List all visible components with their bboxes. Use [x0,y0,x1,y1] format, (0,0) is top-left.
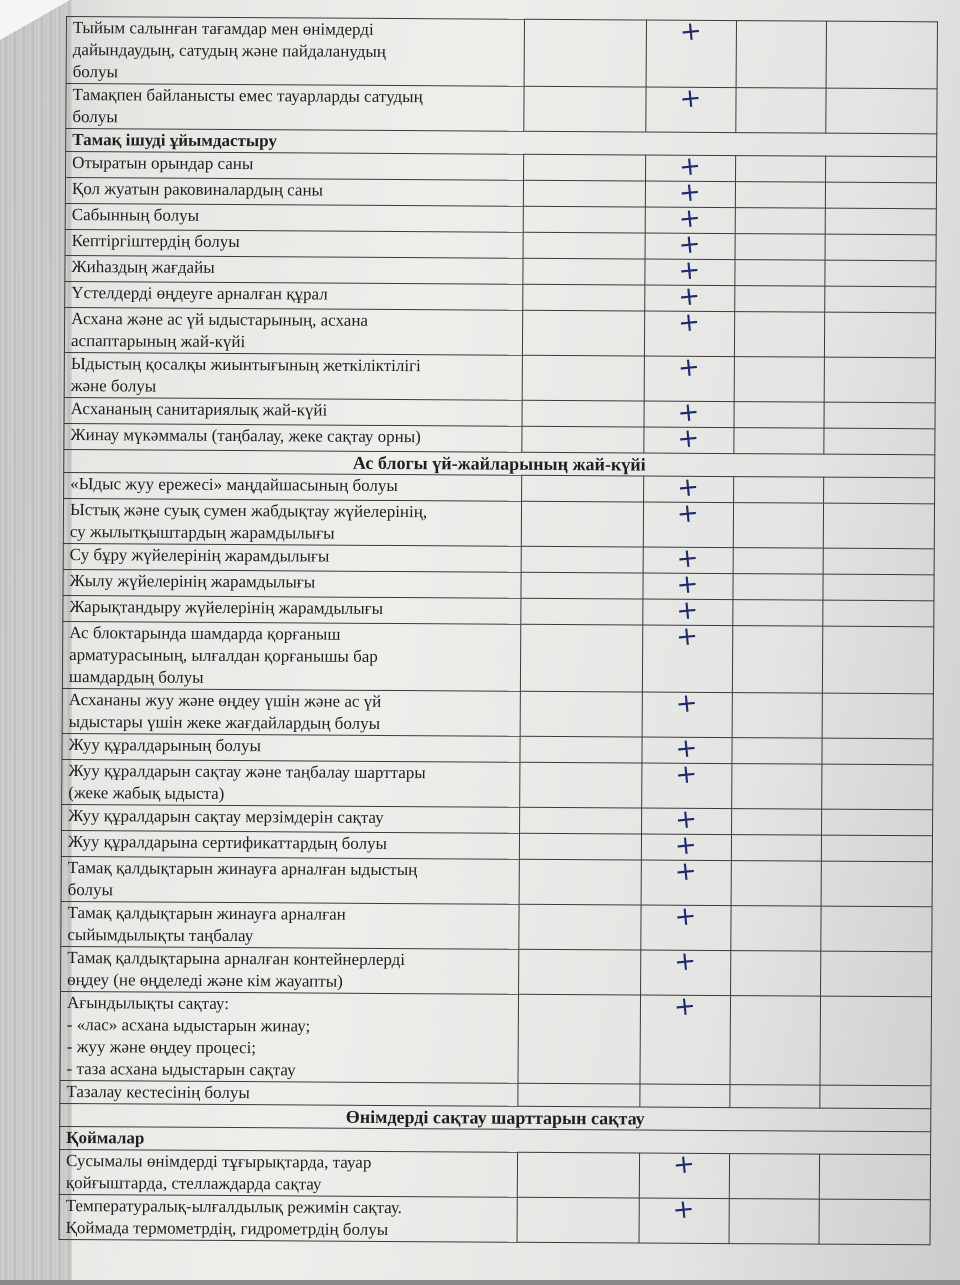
empty-cell [731,861,821,907]
handwritten-plus-mark: + [671,1148,697,1181]
empty-cell [825,208,937,235]
empty-cell [734,286,824,313]
criterion-text: арматурасының, ылғалдан қорғанышы бар [69,645,378,666]
empty-cell [735,234,825,261]
empty-cell [732,738,822,765]
handwritten-plus-mark: + [678,150,703,183]
empty-cell [825,234,937,261]
criterion-text: су жылытқыштардың жарамдылығы [69,522,335,543]
mark-cell [646,82,736,133]
criterion-text: «Ыдыс жуу ережесі» маңдайшасының болуы [70,474,398,496]
empty-cell [820,951,932,997]
empty-cell [519,833,641,860]
handwritten-plus-mark: + [674,758,700,791]
empty-cell [523,206,645,233]
empty-cell [731,764,821,810]
handwritten-plus-mark: + [674,687,700,720]
section-heading: Ас блогы үй-жайларының жай-күйі [64,449,935,477]
table-row [60,991,932,1085]
table-row [66,84,937,134]
handwritten-plus-mark: + [676,471,701,504]
handwritten-plus-mark: + [676,351,702,384]
mark-cell [646,15,736,88]
criterion-text: сыйымдылықты таңбалау [67,925,254,946]
empty-cell [517,1197,640,1243]
handwritten-plus-mark: + [673,829,699,862]
criterion-text: Тамақпен байланысты емес тауарларды сатудың [72,85,423,107]
empty-cell [521,475,643,502]
empty-cell [823,428,935,455]
table-row [64,307,935,357]
criterion-cell [62,621,520,691]
handwritten-plus-mark: + [677,306,702,339]
empty-cell [822,626,934,694]
empty-cell [731,835,821,862]
handwritten-plus-mark: + [675,497,701,530]
table-row [62,688,933,738]
criterion-cell [65,203,523,232]
empty-cell [730,1085,820,1109]
criterion-cell [65,281,523,310]
criterion-cell [66,84,524,132]
criterion-cell [66,152,524,181]
empty-cell [821,764,933,810]
mark-cell [639,1193,729,1244]
empty-cell [522,284,644,311]
empty-cell [520,598,642,625]
mark-cell [642,687,732,738]
criterion-text: Тазалау кестесінің болуы [66,1082,250,1103]
empty-cell [518,949,641,995]
criterion-text: Жиһаздың жағдайы [71,257,215,277]
mark-cell [641,900,731,951]
table-row [64,352,935,402]
empty-cell [826,21,938,89]
criterion-text: болуы [72,107,118,127]
criterion-text: ыдыстары үшін жеке жағдайлардың болуы [68,712,381,733]
handwritten-plus-mark: + [673,945,698,978]
empty-cell [824,402,936,429]
criterion-cell [60,991,518,1083]
criterion-cell [64,352,522,400]
criterion-text: Тамақ қалдықтарын жинауға арналған [67,903,346,924]
criterion-cell [62,804,520,833]
criterion-cell [65,255,523,284]
empty-cell [520,624,643,692]
criterion-cell [63,569,521,598]
empty-cell [731,809,821,836]
empty-cell [823,477,935,504]
empty-cell [819,1199,931,1245]
empty-cell [521,501,644,547]
criterion-cell [66,17,524,87]
empty-cell [824,312,936,358]
handwritten-plus-mark: + [675,594,701,627]
empty-cell [821,835,933,862]
criterion-cell [63,595,521,624]
empty-cell [736,21,826,89]
empty-cell [522,400,644,427]
mark-cell [642,620,732,693]
table-row [61,856,932,906]
mark-cell [640,1084,730,1108]
empty-cell [825,182,937,209]
checklist-table [59,16,938,1245]
empty-cell [823,503,935,549]
empty-cell [521,546,643,573]
handwritten-plus-mark: + [674,803,699,836]
criterion-text: аспаптарының жай-күйі [70,331,246,352]
handwritten-plus-mark: + [676,396,702,429]
empty-cell [519,859,642,905]
empty-cell [819,1154,931,1200]
criterion-text: Ағындылықты сақтау: [66,993,230,1014]
empty-cell [518,994,641,1084]
criterion-cell [62,759,520,807]
criterion-text: Су бұру жүйелерінің жарамдылығы [69,545,330,566]
empty-cell [735,182,825,209]
table-row [63,498,934,548]
handwritten-plus-mark: + [674,732,700,765]
criterion-text: Үстелдерді өңдеуге арналған құрал [71,283,328,304]
empty-cell [819,1085,931,1109]
table-row [59,1149,930,1199]
empty-cell [733,600,823,627]
criterion-text: Жинау мүкәммалы (таңбалау, жеке сақтау орны) [70,425,421,447]
criterion-text: Ыстық және суық сумен жабдықтау жүйелерінің, [69,500,428,522]
section-heading: Өнімдерді сақтау шарттарын сақтау [60,1103,931,1131]
empty-cell [735,156,825,183]
criterion-text: Жылу жүйелерінің жарамдылығы [69,571,316,592]
empty-cell [733,548,823,575]
empty-cell [735,208,825,235]
empty-cell [734,357,824,403]
criterion-text: (жеке жабық ыдыста) [68,783,225,803]
handwritten-plus-mark: + [678,15,704,48]
empty-cell [733,503,823,549]
table-row [59,1194,930,1244]
empty-cell [822,574,934,601]
criterion-text: Жуу құралдарын сақтау және таңбалау шарттары [68,761,426,783]
criterion-text: Асхана және ас үй ыдыстарының, асхана [71,309,369,330]
empty-cell [521,572,643,599]
criterion-text: Жуу құралдарының болуы [68,735,262,756]
criterion-text: Ас блоктарында шамдарда қорғаныш [69,623,341,644]
empty-cell [825,88,937,134]
criterion-cell [65,178,523,207]
empty-cell [823,548,935,575]
criterion-text: шамдардың болуы [68,667,204,687]
empty-cell [824,286,936,313]
mark-cell [641,855,731,906]
empty-cell [734,312,824,358]
empty-cell [730,996,820,1086]
criterion-text: Жуу құралдарын сақтау мерзімдерін сақтау [68,806,384,827]
empty-cell [731,906,821,952]
criterion-text: Тамақ қалдықтарына арналған контейнерлерді [67,948,406,970]
criterion-text: - таза асхана ыдыстарын сақтау [66,1059,296,1080]
criterion-cell [64,397,522,426]
section-title: Тамақ ішуді ұйымдастыру [66,129,937,157]
empty-cell [523,258,645,285]
handwritten-plus-mark: + [675,620,700,653]
empty-cell [819,996,931,1086]
mark-cell [640,945,730,996]
criterion-cell [62,688,520,736]
section-title: Қоймалар [60,1126,931,1154]
handwritten-plus-mark: + [672,990,698,1023]
empty-cell [734,428,824,455]
handwritten-plus-mark: + [677,202,703,235]
criterion-cell [60,1080,518,1106]
criterion-text: Қол жуатын раковиналардың саны [71,179,324,200]
criterion-text: Тыйым салынған тағамдар мен өнімдерді [72,18,374,39]
criterion-text: - «лас» асхана ыдыстарын жинау; [66,1015,311,1036]
criterion-cell [62,733,520,762]
checklist-sheet [58,16,938,1285]
criterion-text: Температуралық-ылғалдылық режимін сақтау. [65,1196,402,1218]
empty-cell [734,402,824,429]
mark-cell [642,758,732,809]
handwritten-plus-mark: + [676,422,702,455]
criterion-cell [59,1149,517,1197]
criterion-cell [64,307,522,355]
empty-cell [519,807,641,834]
empty-cell [729,1154,819,1200]
empty-cell [824,357,936,403]
criterion-cell [64,423,522,452]
handwritten-plus-mark: + [673,900,699,933]
empty-cell [523,86,646,132]
criterion-text: Кептіргіштердің болуы [71,231,240,252]
criterion-cell [61,830,519,859]
empty-cell [821,861,933,907]
paper-corner [0,0,70,40]
handwritten-plus-mark: + [678,82,704,115]
checklist-body [59,17,937,1245]
empty-cell [519,762,642,808]
empty-cell [733,477,823,504]
empty-cell [520,736,642,763]
handwritten-plus-mark: + [677,280,702,313]
criterion-cell [59,1194,517,1242]
mark-cell [643,497,733,548]
empty-cell [523,232,645,259]
empty-cell [517,1152,640,1198]
empty-cell [825,156,937,183]
empty-cell [732,693,822,739]
mark-cell [644,422,734,455]
table-row [62,621,933,693]
criterion-cell [63,498,521,546]
empty-cell [821,809,933,836]
criterion-text: Ыдыстың қосалқы жиынтығының жеткіліктілігі [70,354,421,376]
table-row [61,946,932,996]
criterion-text: Жарықтандыру жүйелерінің жарамдылығы [69,597,384,618]
handwritten-plus-mark: + [675,542,701,575]
criterion-cell [63,543,521,572]
empty-cell [518,904,641,950]
empty-cell [820,906,932,952]
empty-cell [522,355,645,401]
table-row [66,17,937,89]
empty-cell [522,310,645,356]
empty-cell [821,738,933,765]
criterion-text: Қоймада термометрдің, гидрометрдің болуы [65,1218,389,1239]
empty-cell [733,574,823,601]
criterion-cell [64,472,522,501]
mark-cell [639,1148,729,1199]
mark-cell [644,351,734,402]
handwritten-plus-mark: + [677,228,703,261]
empty-cell [524,19,647,87]
table-row [61,901,932,951]
empty-cell [822,600,934,627]
empty-cell [822,693,934,739]
handwritten-plus-mark: + [671,1193,697,1226]
criterion-text: және болуы [70,376,157,396]
empty-cell [520,691,643,737]
criterion-text: Жуу құралдарына сертификаттардың болуы [67,832,388,853]
empty-cell [824,260,936,287]
criterion-text: Отыратын орындар саны [72,153,254,174]
criterion-cell [61,901,519,949]
criterion-text: өңдеу (не өңделеді және кім жауапты) [67,970,343,991]
criterion-text: дайындаудың, сатудың және пайдаланудың [72,40,387,61]
criterion-cell [61,946,519,994]
criterion-cell [65,229,523,258]
empty-cell [523,154,645,181]
empty-cell [522,426,644,453]
criterion-text: болуы [72,62,119,82]
criterion-cell [61,856,519,904]
criterion-text: - жуу және өңдеу процесі; [66,1037,257,1058]
criterion-text: Сусымалы өнімдерді тұғырықтарда, тауар [65,1151,372,1172]
criterion-text: Тамақ қалдықтарын жинауға арналған ыдыстың [67,858,418,880]
criterion-text: Асхананы жуу және өңдеу үшін және ас үй [68,690,382,711]
criterion-text: қойғыштарда, стеллаждарда сақтау [65,1173,322,1194]
handwritten-plus-mark: + [677,176,703,209]
mark-cell [644,306,734,357]
empty-cell [736,88,826,134]
empty-cell [730,951,820,997]
empty-cell [518,1083,640,1107]
table-row [62,759,933,809]
handwritten-plus-mark: + [677,254,703,287]
empty-cell [735,260,825,287]
empty-cell [732,626,822,694]
empty-cell [523,180,645,207]
handwritten-plus-mark: + [673,855,699,888]
mark-cell [640,990,730,1085]
criterion-text: Сабынның болуы [71,205,200,225]
empty-cell [729,1199,819,1245]
criterion-text: болуы [67,880,114,900]
handwritten-plus-mark: + [675,568,701,601]
criterion-text: Асхананың санитариялық жай-күйі [70,399,328,420]
